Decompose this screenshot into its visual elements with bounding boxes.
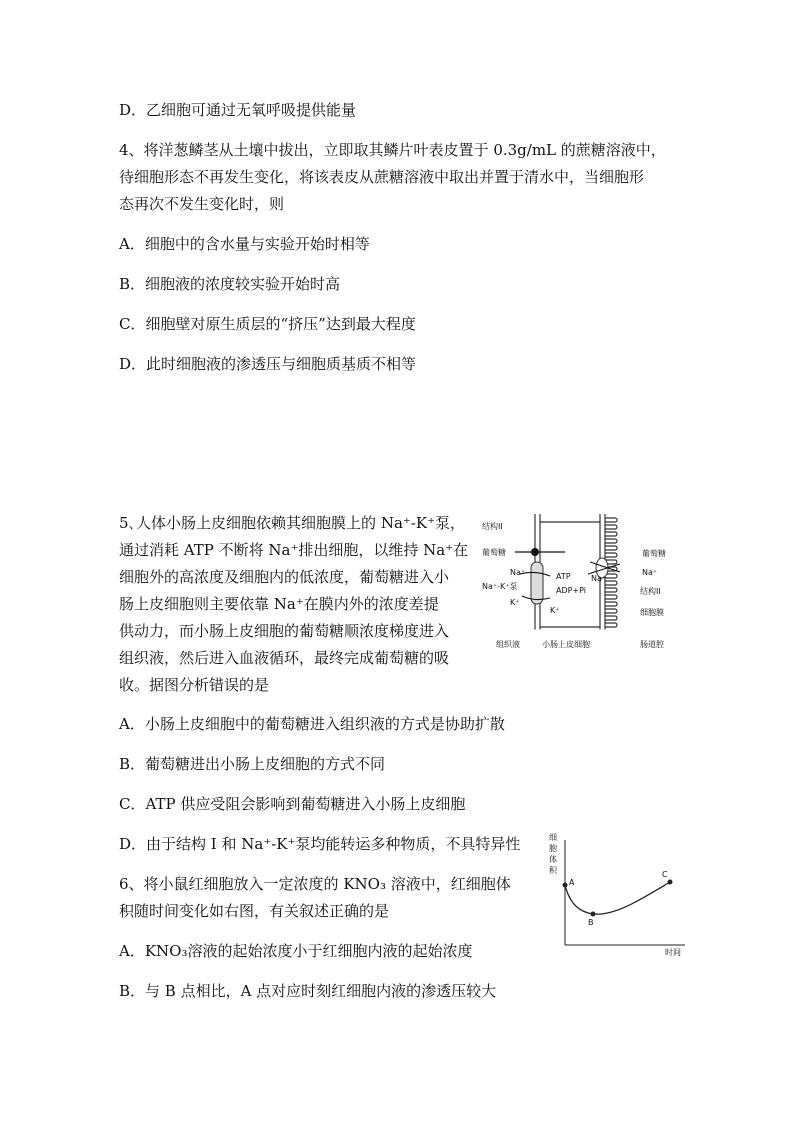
glucose-left-label: 葡萄糖	[482, 548, 506, 557]
q5-option-b: B．葡萄糖进出小肠上皮细胞的方式不同	[119, 755, 386, 773]
point-b-label: B	[588, 918, 594, 927]
y-label-char: 体	[549, 855, 557, 864]
q5-stem-line-5: 供动力，而小肠上皮细胞的葡萄糖顺浓度梯度进入	[119, 622, 450, 640]
na-left-label: Na⁺	[510, 568, 526, 577]
glucose-right-label: 葡萄糖	[642, 549, 666, 558]
q4-stem-line-2: 待细胞形态不再发生变化，将该表皮从蔗糖溶液中取出并置于清水中，当细胞形	[119, 168, 645, 186]
pump-label: Na⁺-K⁺泵	[482, 582, 518, 591]
q5-membrane-diagram	[480, 512, 695, 657]
q6-stem-line-2: 积随时间变化如右图，有关叙述正确的是	[119, 902, 390, 920]
structure-1-label: 结构II	[482, 522, 503, 531]
membrane-label: 细胞膜	[640, 608, 664, 617]
q4-option-a: A．细胞中的含水量与实验开始时相等	[119, 235, 370, 253]
y-axis-label	[549, 832, 559, 876]
q6-option-b: B．与 B 点相比，A 点对应时刻红细胞内液的渗透压较大	[119, 982, 497, 1000]
y-label-char: 细	[549, 833, 557, 842]
na-right-label-2: Na⁺	[642, 568, 658, 577]
x-axis-label: 时间	[665, 948, 681, 957]
q5-stem-line-1: 5､人体小肠上皮细胞依赖其细胞膜上的 Na⁺-K⁺泵，	[119, 514, 465, 532]
q5-stem-line-6: 组织液，然后进入血液循环，最终完成葡萄糖的吸	[119, 649, 450, 667]
tissue-fluid-label: 组织液	[496, 640, 520, 649]
q5-stem-line-2: 通过消耗 ATP 不断将 Na⁺排出细胞，以维持 Na⁺在	[119, 541, 469, 559]
q5-option-d: D．由于结构 I 和 Na⁺-K⁺泵均能转运多种物质，不具特异性	[119, 835, 521, 853]
q4-option-c: C．细胞壁对原生质层的“挤压”达到最大程度	[119, 315, 416, 333]
y-label-char: 积	[549, 866, 557, 875]
q5-option-c: C．ATP 供应受阻会影响到葡萄糖进入小肠上皮细胞	[119, 795, 466, 813]
na-right-label-1: Na⁺	[591, 574, 607, 583]
epithelial-cell-label: 小肠上皮细胞	[542, 640, 590, 649]
intestinal-lumen-label: 肠道腔	[640, 640, 664, 649]
q4-stem-line-1: 4、将洋葱鳞茎从土壤中拔出，立即取其鳞片叶表皮置于 0.3g/mL 的蔗糖溶液中，	[119, 141, 666, 159]
structure-2-label: 结构II	[640, 587, 661, 596]
q4-option-b: B．细胞液的浓度较实验开始时高	[119, 275, 341, 293]
q5-stem-line-7: 收。据图分析错误的是	[119, 676, 270, 694]
point-a-label: A	[569, 878, 575, 887]
q6-option-a: A．KNO₃溶液的起始浓度小于红细胞内液的起始浓度	[119, 942, 473, 960]
q5-stem-line-4: 肠上皮细胞则主要依靠 Na⁺在膜内外的浓度差提	[119, 595, 439, 613]
q6-volume-graph	[545, 830, 695, 960]
adp-label: ADP+Pi	[556, 586, 587, 595]
q5-option-a: A．小肠上皮细胞中的葡萄糖进入组织液的方式是协助扩散	[119, 715, 505, 733]
atp-label: ATP	[556, 572, 571, 581]
q5-stem-line-3: 细胞外的高浓度及细胞内的低浓度，葡萄糖进入小	[119, 568, 450, 586]
point-c-label: C	[662, 870, 668, 879]
q4-option-d: D．此时细胞液的渗透压与细胞质基质不相等	[119, 355, 417, 373]
k-left-label: K⁺	[510, 598, 520, 607]
k-bottom-label: K⁺	[550, 606, 560, 615]
q6-stem-line-1: 6、将小鼠红细胞放入一定浓度的 KNO₃ 溶液中，红细胞体	[119, 875, 511, 893]
q3-option-d: D．乙细胞可通过无氧呼吸提供能量	[119, 101, 357, 119]
q4-stem-line-3: 态再次不发生变化时，则	[119, 195, 285, 213]
y-label-char: 胞	[549, 844, 557, 853]
